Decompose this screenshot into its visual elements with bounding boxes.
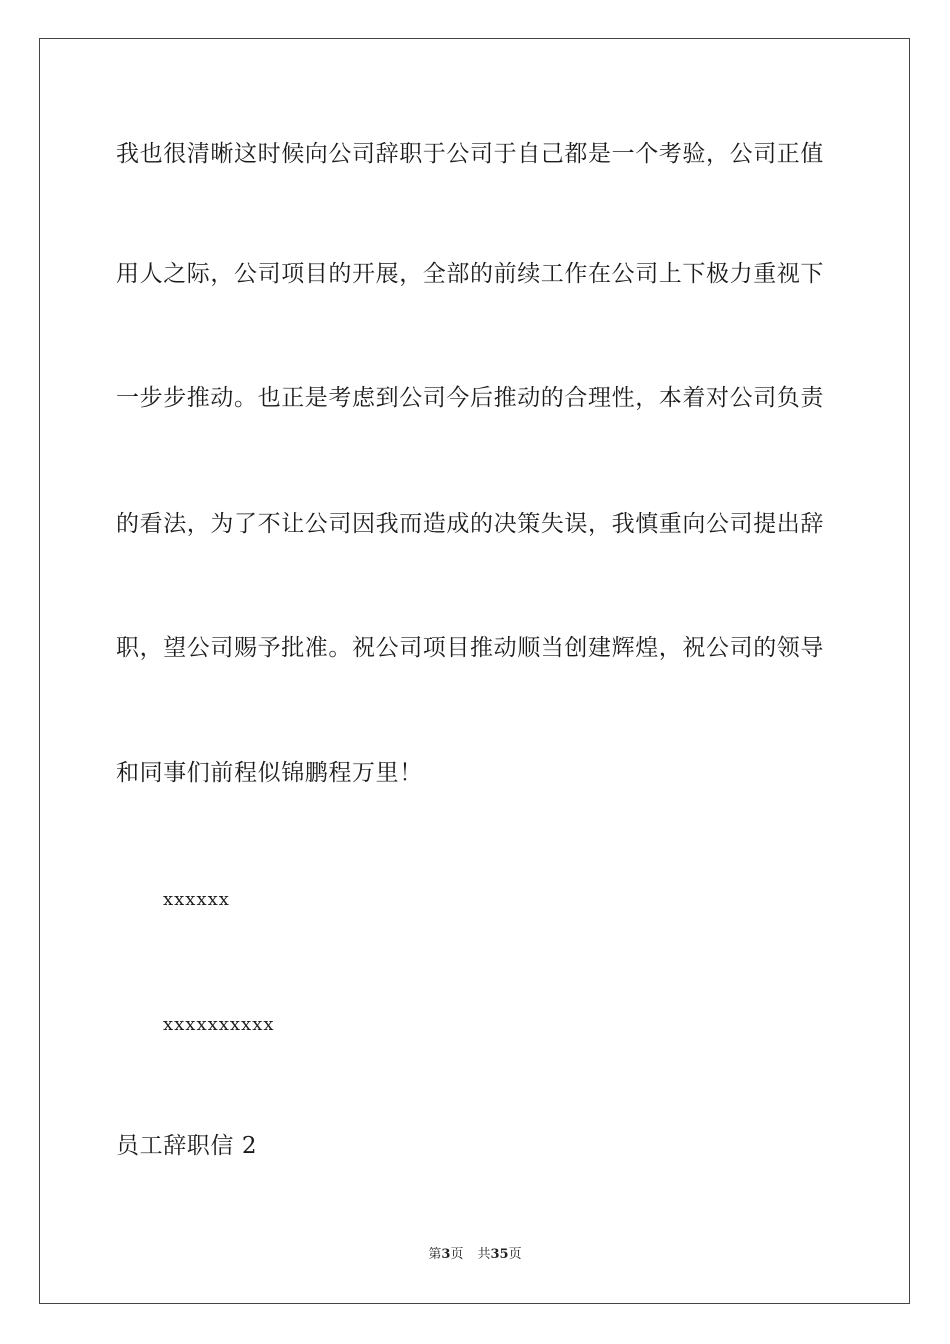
section-heading: 员工辞职信 2 (116, 1133, 258, 1159)
page-suffix: 页 (450, 1247, 464, 1262)
body-line-6: 和同事们前程似锦鹏程万里！ (116, 760, 423, 786)
page-border (39, 38, 910, 1304)
total-page-number: 35 (490, 1247, 509, 1262)
body-line-2: 用人之际，公司项目的开展，全部的前续工作在公司上下极力重视下 (116, 261, 824, 287)
page-prefix: 第 (428, 1247, 442, 1262)
signature-date: xxxxxxxxxx (163, 1014, 275, 1035)
total-suffix: 页 (508, 1247, 522, 1262)
body-line-5: 职，望公司赐予批准。祝公司项目推动顺当创建辉煌，祝公司的领导 (116, 635, 824, 661)
total-prefix: 共 (477, 1247, 491, 1262)
current-page-number: 3 (441, 1247, 451, 1262)
body-line-1: 我也很清晰这时候向公司辞职于公司于自己都是一个考验，公司正值 (116, 141, 824, 167)
body-line-3: 一步步推动。也正是考虑到公司今后推动的合理性，本着对公司负责 (116, 385, 824, 411)
signature-name: xxxxxx (163, 889, 230, 910)
body-line-4: 的看法，为了不让公司因我而造成的决策失误，我慎重向公司提出辞 (116, 511, 824, 537)
page-footer (0, 1246, 950, 1264)
